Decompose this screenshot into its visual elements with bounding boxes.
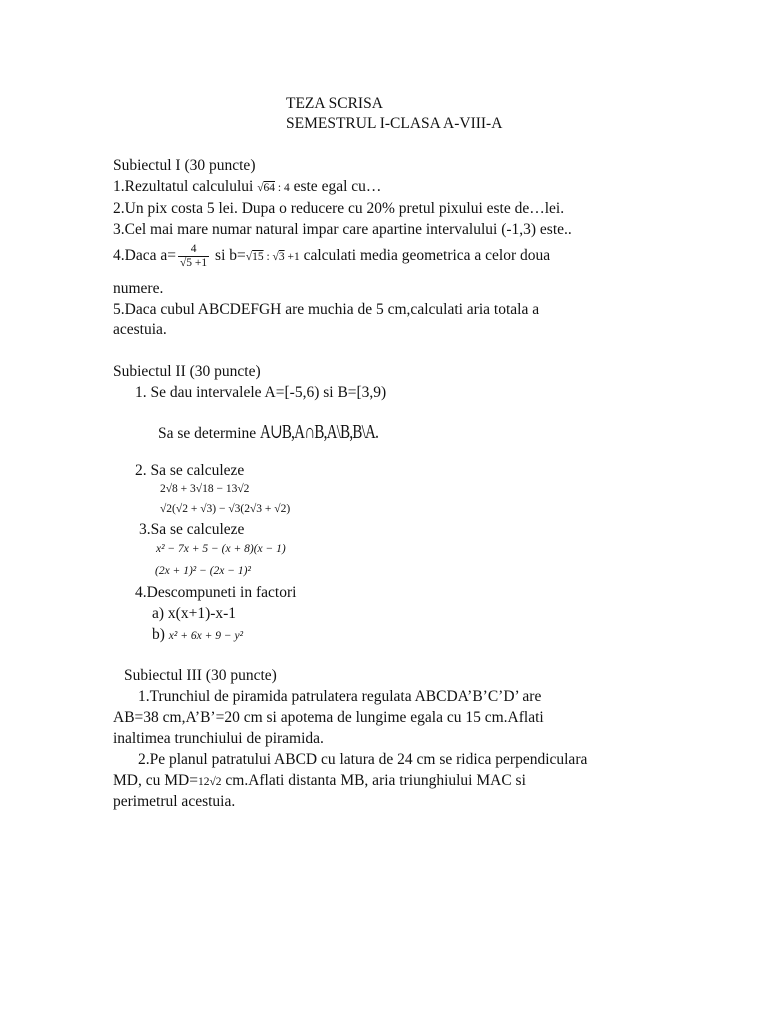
s2-question-4b: b) x² + 6x + 9 − y² (152, 626, 244, 643)
md-value: 12√2 (197, 776, 222, 788)
sqrt-64: √64 : 4 (257, 182, 290, 194)
s2-question-2: 2. Sa se calculeze (135, 462, 245, 479)
subject-1-title: Subiectul I (30 puncte) (113, 157, 256, 174)
s2-question-4: 4.Descompuneti in factori (135, 584, 297, 601)
s1-question-2: 2.Un pix costa 5 lei. Dupa o reducere cu 20% pretul pixului este de…lei. (113, 200, 565, 217)
s2-question-4a: a) x(x+1)-x-1 (152, 605, 237, 622)
s3-question-2: 2.Pe planul patratului ABCD cu latura de 24 cm se ridica perpendiculara (138, 751, 588, 768)
s1-question-5: 5.Daca cubul ABCDEFGH are muchia de 5 cm,calculati aria totala a (113, 301, 540, 318)
s2-question-1b: Sa se determine A∪B,A∩B,A\B,B\A. (158, 421, 379, 443)
s3-question-1-cont: AB=38 cm,A’B’=20 cm si apotema de lungime egala cu 15 cm.Aflati (113, 709, 544, 726)
s2-expr-1: 2√8 + 3√18 − 13√2 (160, 483, 250, 495)
exam-subtitle: SEMESTRUL I-CLASA A-VIII-A (286, 115, 503, 132)
s3-question-2-cont2: perimetrul acestuia. (113, 793, 236, 810)
fraction-a: $\frac{4}{√5 +1}$ (179, 242, 208, 269)
subject-2-title: Subiectul II (30 puncte) (113, 363, 261, 380)
s1-question-3: 3.Cel mai mare numar natural impar care apartine intervalului (-1,3) este.. (113, 221, 572, 238)
s3-question-2-cont: MD, cu MD=12√2 cm.Aflati distanta MB, aria triunghiului MAC si (113, 772, 526, 789)
s2-question-1: 1. Se dau intervalele A=[-5,6) si B=[3,9) (135, 384, 387, 401)
s2-expr-4: (2x + 1)² − (2x − 1)² (155, 565, 251, 577)
s1-question-4: 4.Daca a= $\frac{4}{√5 +1}$ si b=√15 : √3 +1 calculati media geometrica a celor doua (113, 242, 550, 271)
expr-b: √15 : √3 +1 (245, 251, 300, 263)
s2-question-3: 3.Sa se calculeze (139, 521, 245, 538)
s1-question-4-cont: numere. (113, 280, 164, 297)
s3-question-1: 1.Trunchiul de piramida patrulatera regulata ABCDA’B’C’D’ are (138, 688, 542, 705)
s1-question-1: 1.Rezultatul calculului √64 : 4 este egal cu… (113, 177, 381, 198)
s2-expr-3: x² − 7x + 5 − (x + 8)(x − 1) (156, 543, 286, 555)
s3-question-1-cont2: inaltimea trunchiului de piramida. (113, 730, 324, 747)
s1-question-5-cont: acestuia. (113, 321, 167, 338)
s2-expr-5: x² + 6x + 9 − y² (168, 630, 244, 642)
exam-title: TEZA SCRISA (286, 95, 383, 112)
set-operations: A∪B,A∩B,A\B,B\A. (260, 421, 379, 443)
s2-expr-2: √2(√2 + √3) − √3(2√3 + √2) (160, 503, 291, 515)
subject-3-title: Subiectul III (30 puncte) (124, 667, 277, 684)
